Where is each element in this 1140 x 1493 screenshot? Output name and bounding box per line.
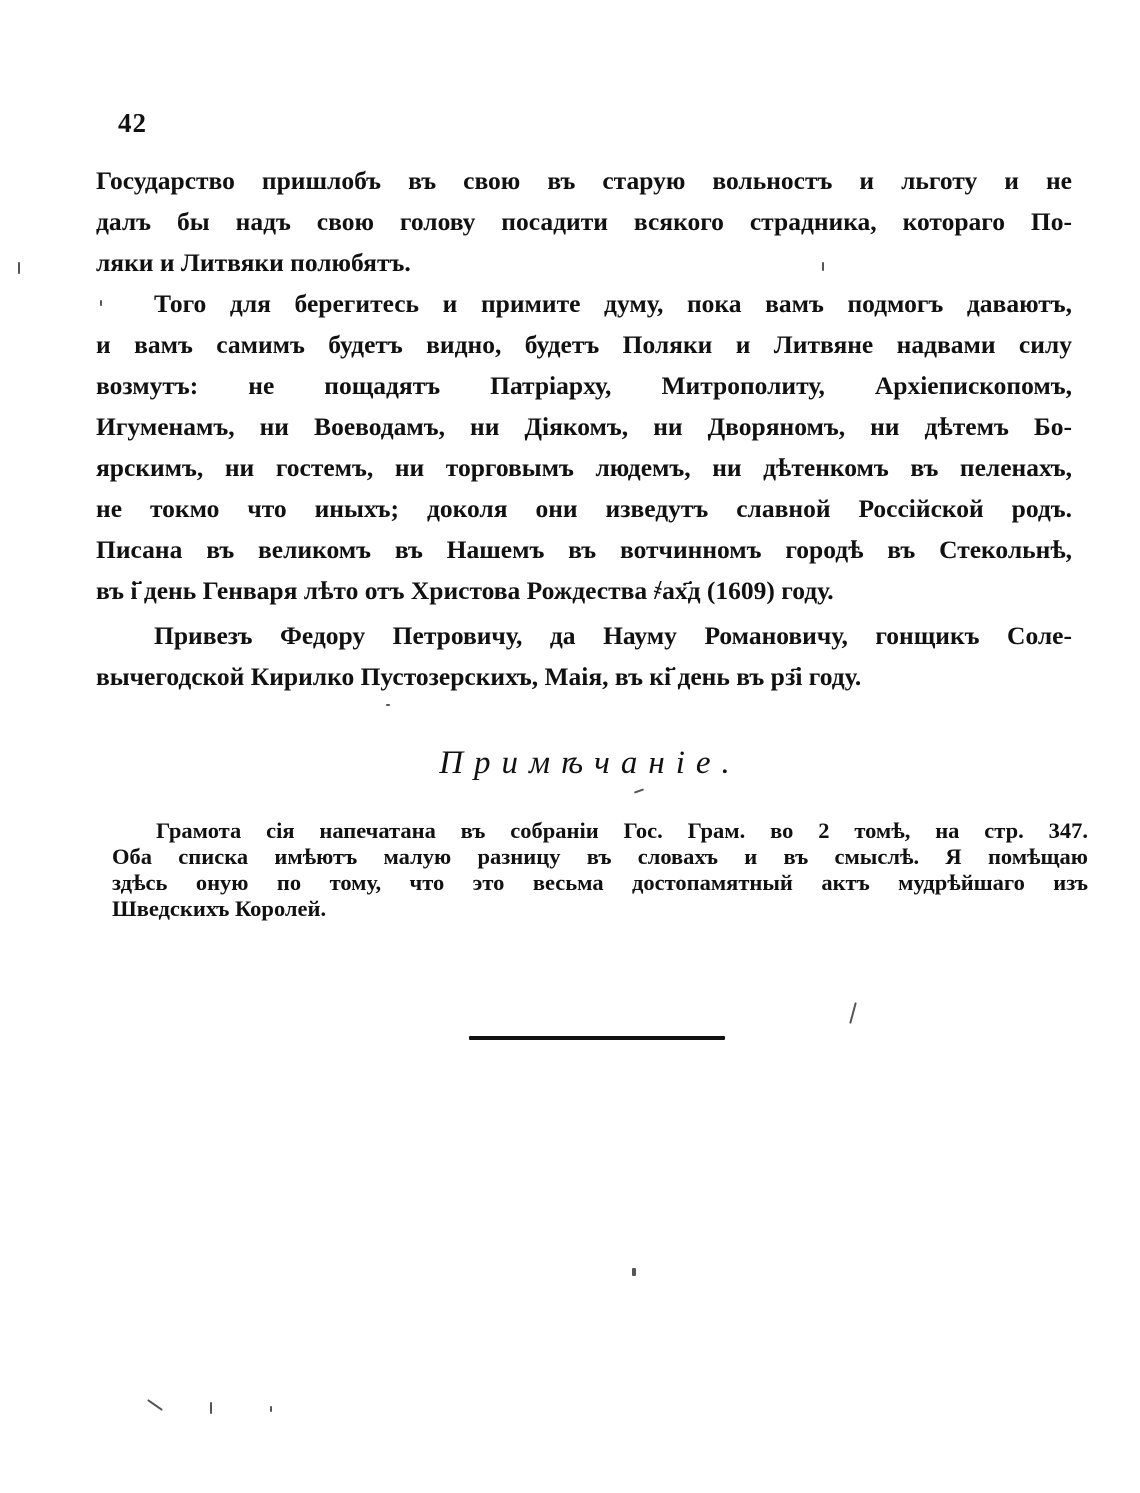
scan-speck — [270, 1406, 272, 1412]
note-line: Шведскихъ Королей. — [112, 896, 327, 921]
letter-paragraph-1 — [96, 160, 1072, 283]
text-line: далъ бы надъ свою голову посадити всякого страдника, котораго По- — [96, 207, 1072, 236]
scan-speck — [100, 300, 102, 306]
text-line: возмутъ: не пощадятъ Патріарху, Митрополиту, Архіепископомъ, — [96, 371, 1072, 400]
text-line: Привезъ Федору Петровичу, да Науму Романовичу, гонщикъ Соле- — [154, 621, 1072, 650]
text-line: не токмо что иныхъ; доколя они изведутъ славной Россійской родъ. — [96, 494, 1072, 523]
page-number: 42 — [118, 108, 147, 138]
scan-speck — [147, 1399, 163, 1411]
text-line: Писана въ великомъ въ Нашемъ въ вотчинномъ городѣ въ Стекольнѣ, — [96, 535, 1072, 564]
text-line: ярскимъ, ни гостемъ, ни торговымъ людемъ, ни дѣтенкомъ въ пеленахъ, — [96, 453, 1072, 482]
text-line: ляки и Литвяки полюбятъ. — [96, 248, 411, 277]
text-line: въ і҃ день Генваря лѣто отъ Христова Рождества ҂ах҃д (1609) году. — [96, 576, 834, 605]
section-divider-rule — [469, 1036, 725, 1040]
note-line: здѣсь оную по тому, что это весьма достопамятный актъ мудрѣйшаго изъ — [112, 870, 1088, 895]
text-line: Государство пришлобъ въ свою въ старую вольностъ и льготу и не — [96, 166, 1072, 195]
scan-speck — [210, 1402, 212, 1414]
scan-speck — [822, 262, 824, 271]
text-line: вычегодской Кирилко Пустозерскихъ, Маія, въ кі҃ день въ рз҃і году. — [96, 662, 862, 691]
scan-speck — [386, 704, 390, 706]
text-line: Того для берегитесь и примите думу, пока вамъ подмогъ даваютъ, — [154, 289, 1072, 318]
letter-paragraph-2 — [96, 283, 1072, 611]
scan-speck — [634, 788, 644, 793]
scan-speck — [18, 262, 20, 274]
scan-speck — [632, 1268, 636, 1276]
text-line: и вамъ самимъ будетъ видно, будетъ Поляки и Литвяне надвами силу — [96, 330, 1072, 359]
note-paragraph — [112, 818, 1088, 922]
note-heading: Примѣчаніе. — [439, 745, 741, 781]
text-line: Игуменамъ, ни Воеводамъ, ни Діякомъ, ни Дворяномъ, ни дѣтемъ Бо- — [96, 412, 1072, 441]
note-line: Оба списка имѣютъ малую разницу въ словахъ и въ смыслѣ. Я помѣщаю — [112, 844, 1088, 869]
scan-speck — [849, 1002, 857, 1024]
note-line: Грамота сія напечатана въ собраніи Гос. Грам. во 2 томѣ, на стр. 347. — [156, 818, 1088, 843]
letter-paragraph-3 — [96, 615, 1072, 697]
